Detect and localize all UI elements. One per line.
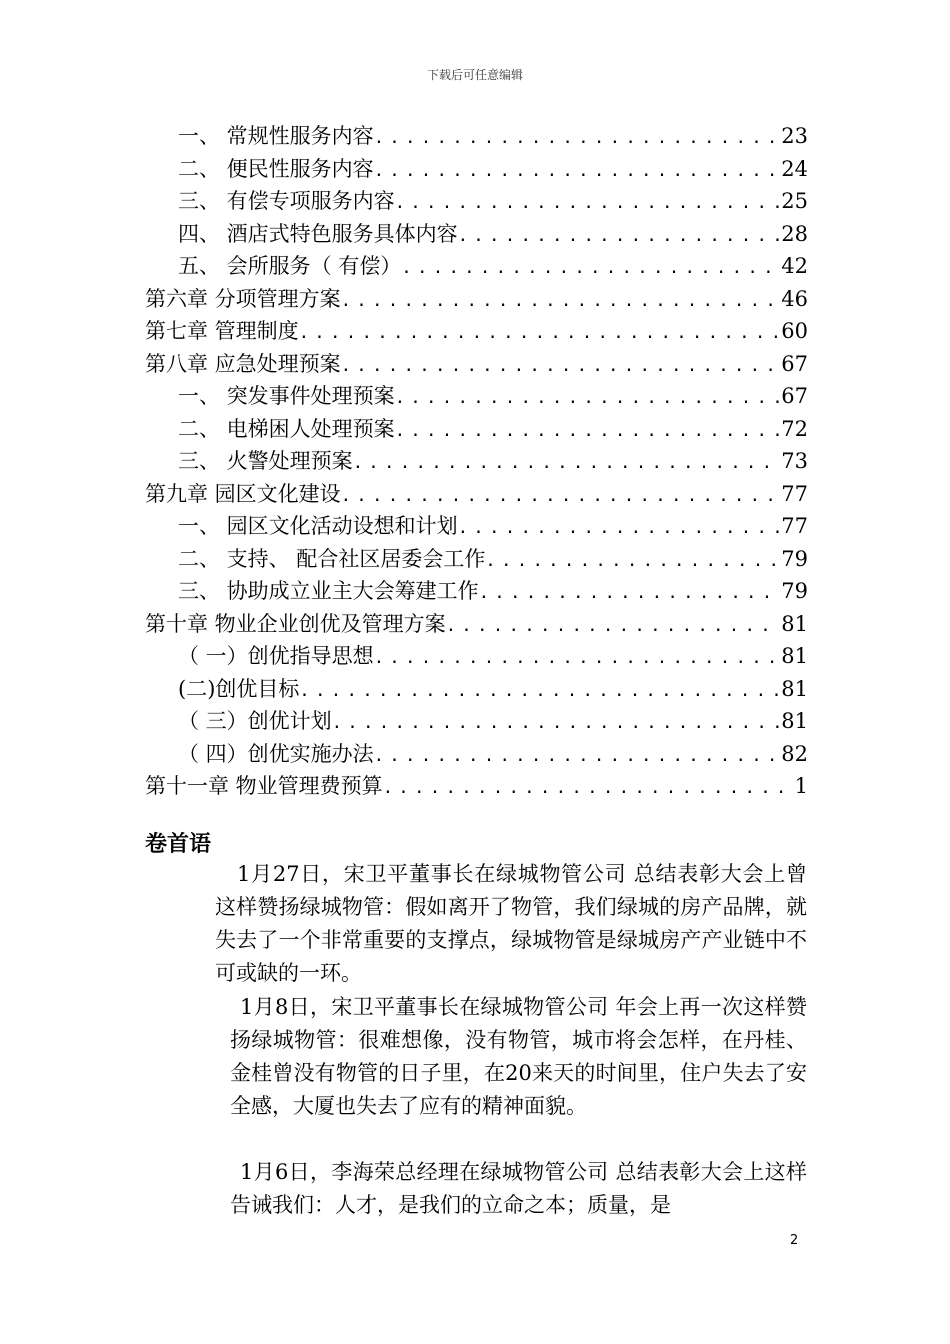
toc-entry[interactable] bbox=[178, 738, 808, 770]
toc-leader-dots bbox=[458, 220, 780, 252]
toc-leader-dots bbox=[401, 252, 779, 284]
toc-leader-dots bbox=[458, 512, 780, 544]
toc-entry-label: 二、 便民性服务内容 bbox=[178, 156, 374, 181]
toc-leader-dots bbox=[299, 675, 779, 707]
toc-entry-label: （ 四）创优实施办法 bbox=[178, 741, 374, 766]
toc-entry-label: 三、 协助成立业主大会筹建工作 bbox=[178, 579, 479, 603]
toc-entry-page: 1 bbox=[794, 774, 808, 798]
toc-entry-label: 一、 园区文化活动设想和计划 bbox=[178, 514, 458, 538]
toc-leader-dots bbox=[299, 317, 780, 349]
toc-entry-page: 77 bbox=[781, 514, 808, 538]
toc-entry[interactable] bbox=[145, 608, 808, 640]
toc-entry-label: 三、 有偿专项服务内容 bbox=[178, 189, 395, 213]
toc-entry[interactable] bbox=[178, 673, 808, 705]
toc-entry-page: 28 bbox=[781, 221, 808, 246]
toc-leader-dots bbox=[485, 545, 779, 577]
page-header: 下载后可任意编辑 bbox=[426, 68, 523, 82]
toc-entry[interactable] bbox=[178, 445, 808, 477]
toc-entry-page: 72 bbox=[781, 416, 808, 441]
toc-entry-label: （ 三）创优计划 bbox=[178, 709, 332, 733]
toc-leader-dots bbox=[374, 740, 780, 772]
toc-entry-page: 81 bbox=[781, 644, 808, 668]
toc-entry-label: 一、 常规性服务内容 bbox=[178, 124, 374, 148]
toc-entry-page: 46 bbox=[781, 286, 808, 311]
toc-leader-dots bbox=[374, 122, 780, 154]
toc-entry-label: 第八章 应急处理预案 bbox=[145, 351, 341, 376]
toc-entry-label: 第十章 物业企业创优及管理方案 bbox=[145, 611, 446, 636]
toc-entry[interactable] bbox=[178, 543, 808, 575]
toc-entry-label: 第七章 管理制度 bbox=[145, 319, 299, 343]
toc-leader-dots bbox=[395, 382, 780, 414]
toc-entry-label: 第十一章 物业管理费预算 bbox=[145, 774, 383, 798]
toc-entry[interactable] bbox=[178, 640, 808, 672]
body-paragraph: 1月8日，宋卫平董事长在绿城物管公司 年会上再一次这样赞扬绿城物管：很难想像，没有物管，城市将会怎样，在丹桂、 金桂曾没有物管的日子里，在20来天的时间里，住户失去了安全感，大厦也失去了应有的精神面貌。 bbox=[230, 995, 807, 1118]
toc-entry[interactable] bbox=[145, 348, 808, 380]
toc-entry[interactable] bbox=[145, 315, 808, 347]
page-number: 2 bbox=[790, 1233, 799, 1248]
toc-entry[interactable] bbox=[178, 380, 808, 412]
toc-entry[interactable] bbox=[178, 120, 808, 152]
toc-entry-page: 79 bbox=[781, 546, 808, 571]
toc-leader-dots bbox=[374, 155, 780, 187]
toc-entry[interactable] bbox=[178, 413, 808, 445]
toc-entry-page: 67 bbox=[781, 351, 808, 376]
toc-leader-dots bbox=[395, 187, 780, 219]
toc-entry-page: 60 bbox=[781, 319, 808, 343]
toc-leader-dots bbox=[353, 447, 780, 479]
toc-leader-dots bbox=[341, 350, 780, 382]
toc-entry-page: 24 bbox=[781, 156, 808, 181]
toc-leader-dots bbox=[383, 772, 793, 804]
toc-entry[interactable] bbox=[178, 250, 808, 282]
toc-entry-label: 第六章 分项管理方案 bbox=[145, 286, 341, 311]
toc-entry[interactable] bbox=[178, 510, 808, 542]
toc-entry-label: 第九章 园区文化建设 bbox=[145, 481, 341, 506]
toc-leader-dots bbox=[341, 480, 780, 512]
toc-entry-page: 82 bbox=[781, 741, 808, 766]
section-title: 卷首语 bbox=[145, 832, 212, 857]
toc-leader-dots bbox=[446, 610, 780, 642]
toc-entry[interactable] bbox=[145, 478, 808, 510]
toc-entry-page: 79 bbox=[781, 579, 808, 603]
toc-entry-page: 42 bbox=[781, 254, 808, 278]
toc-leader-dots bbox=[332, 707, 780, 739]
toc-entry-label: 五、 会所服务（ 有偿） bbox=[178, 254, 402, 278]
toc-entry-page: 23 bbox=[781, 124, 808, 148]
toc-entry-page: 73 bbox=[781, 449, 808, 473]
toc-leader-dots bbox=[341, 285, 780, 317]
toc-leader-dots bbox=[395, 415, 780, 447]
toc-entry-label: 三、 火警处理预案 bbox=[178, 449, 353, 473]
body-paragraph: 1月6日，李海荣总经理在绿城物管公司 总结表彰大会上这样告诫我们：人才，是我们的立命之本；质量，是 bbox=[230, 1160, 807, 1217]
toc-entry-page: 81 bbox=[781, 676, 808, 701]
toc-entry-label: 二、 支持、 配合社区居委会工作 bbox=[178, 546, 486, 571]
toc-entry-page: 25 bbox=[781, 189, 808, 213]
toc-entry-label: (二)创优目标 bbox=[178, 676, 300, 701]
toc-entry-page: 77 bbox=[781, 481, 808, 506]
toc-entry[interactable] bbox=[145, 770, 808, 802]
toc-entry-page: 81 bbox=[781, 611, 808, 636]
toc-entry-label: 一、 突发事件处理预案 bbox=[178, 384, 395, 408]
toc-leader-dots bbox=[374, 642, 780, 674]
toc-entry[interactable] bbox=[178, 185, 808, 217]
toc-entry[interactable] bbox=[178, 218, 808, 250]
toc-entry[interactable] bbox=[178, 575, 808, 607]
toc-leader-dots bbox=[479, 577, 780, 609]
toc-entry-page: 67 bbox=[781, 384, 808, 408]
toc-entry[interactable] bbox=[145, 283, 808, 315]
body-paragraph: 1月27日，宋卫平董事长在绿城物管公司 总结表彰大会上曾这样赞扬绿城物管：假如离开了物管，我们绿城的房产品牌，就失去了一个非常重要的支撑点，绿城物管是绿城房产产业链中不可或缺的一环。 bbox=[215, 862, 807, 985]
toc-entry[interactable] bbox=[178, 705, 808, 737]
toc-entry-label: 四、 酒店式特色服务具体内容 bbox=[178, 221, 458, 246]
toc-entry-label: （ 一）创优指导思想 bbox=[178, 644, 374, 668]
toc-entry-label: 二、 电梯困人处理预案 bbox=[178, 416, 395, 441]
toc-entry-page: 81 bbox=[781, 709, 808, 733]
toc-entry[interactable] bbox=[178, 153, 808, 185]
